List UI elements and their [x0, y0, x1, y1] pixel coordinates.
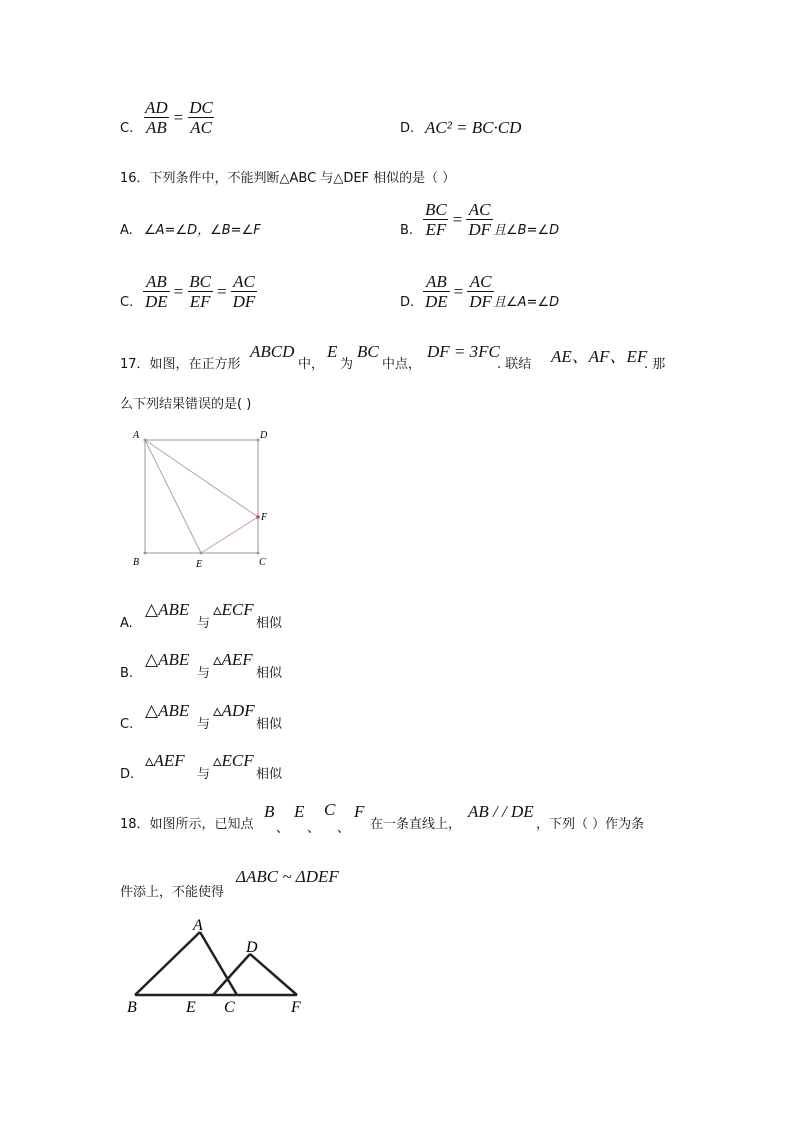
option-triangle-1: △ABE — [145, 600, 190, 619]
frac-numerator: AC — [468, 200, 491, 219]
segment-ae — [145, 440, 201, 553]
q17-stem-part4: 中点， — [382, 357, 422, 372]
q18-point-f: F — [354, 802, 365, 821]
q16-option-c-label: C. — [120, 295, 134, 310]
point-f-marker — [256, 515, 260, 519]
label-e: E — [196, 559, 203, 570]
label-d: D — [246, 939, 258, 956]
q18-separator: 、 — [307, 821, 321, 836]
frac-numerator: AC — [469, 272, 492, 291]
q15-option-d-label: D. — [400, 121, 415, 136]
option-end: 相似 — [256, 616, 283, 631]
frac-numerator: BC — [189, 272, 211, 291]
option-connector: 与 — [197, 666, 211, 681]
q18-stem-part1: 18．如图所示，已知点 — [120, 817, 254, 832]
frac-numerator: DC — [189, 98, 213, 117]
label-c: C — [224, 999, 235, 1016]
option-triangle-2: ▵ADF — [213, 701, 255, 720]
q16-option-d-formula: $\frac{AB}{DE}$ = $\frac{AC}{DF}$ — [425, 272, 492, 311]
q18-point-e: E — [294, 802, 305, 821]
q15-option-d-formula: AC² = BC·CD — [425, 118, 522, 137]
option-connector: 与 — [197, 767, 211, 782]
q17-math-segments: AE、AF、EF — [551, 347, 648, 366]
segment-ef — [201, 517, 258, 553]
q17-math-square: ABCD — [250, 342, 295, 361]
label-c: C — [259, 557, 266, 568]
frac-denominator: EF — [189, 292, 211, 311]
option-triangle-2: ▵ECF — [213, 600, 254, 619]
label-a: A — [133, 430, 140, 441]
q17-stem-part5: . 联结 — [497, 357, 532, 372]
option-triangle-2: ▵ECF — [213, 751, 254, 770]
q16-option-b-tail: 且∠B=∠D — [493, 223, 560, 238]
frac-denominator: DE — [425, 292, 448, 311]
square-abcd — [145, 440, 258, 553]
frac-denominator: EF — [425, 220, 447, 239]
q18-stem-part2: 在一条直线上， — [370, 817, 462, 832]
q18-stem-line2: 件添上，不能使得 — [120, 885, 225, 900]
label-b: B — [127, 999, 137, 1016]
frac-numerator: BC — [425, 200, 447, 219]
frac-denominator: DE — [145, 292, 168, 311]
q18-point-c: C — [324, 800, 336, 819]
q18-point-b: B — [264, 802, 275, 821]
segment-ed — [213, 954, 250, 995]
q17-math-e: E — [327, 342, 338, 361]
q17-math-bc: BC — [357, 342, 379, 361]
label-f: F — [291, 999, 301, 1016]
q17-stem-part3: 为 — [340, 357, 354, 372]
q15-option-c-formula: $\frac{AD}{AB}$ = $\frac{DC}{AC}$ — [145, 98, 213, 137]
label-e: E — [186, 999, 196, 1016]
frac-denominator: DF — [468, 220, 491, 239]
frac-denominator: DF — [232, 292, 256, 311]
label-a: A — [193, 917, 203, 934]
option-label: D. — [120, 767, 135, 782]
q18-triangles-figure — [120, 915, 320, 1020]
q18-separator: 、 — [337, 821, 351, 836]
option-label: A. — [120, 616, 133, 631]
option-end: 相似 — [256, 767, 283, 782]
segment-af — [145, 440, 258, 517]
option-connector: 与 — [197, 717, 211, 732]
frac-denominator: AC — [190, 118, 212, 137]
q17-stem-part6: . 那 — [644, 357, 666, 372]
option-triangle-1: △ABE — [145, 650, 190, 669]
label-d: D — [260, 430, 268, 441]
q16-option-a-text: ∠A=∠D，∠B=∠F — [144, 223, 261, 238]
q17-stem-line2: 么下列结果错误的是( ) — [120, 397, 252, 412]
segment-ac — [200, 932, 237, 995]
option-triangle-1: △ABE — [145, 701, 190, 720]
q17-math-df: DF = 3FC — [427, 342, 500, 361]
q18-math-parallel: AB / / DE — [468, 802, 534, 821]
label-f: F — [261, 512, 268, 523]
q18-math-similar: ΔABC ~ ΔDEF — [236, 867, 339, 886]
frac-numerator: AB — [425, 272, 447, 291]
frac-denominator: DF — [469, 292, 492, 311]
q17-square-figure — [125, 425, 285, 575]
q17-stem-part1: 17．如图，在正方形 — [120, 357, 241, 372]
segment-ab — [135, 932, 200, 995]
q16-option-d-tail: 且∠A=∠D — [493, 295, 560, 310]
frac-numerator: AD — [145, 98, 168, 117]
option-triangle-2: ▵AEF — [213, 650, 253, 669]
q16-option-b-label: B. — [400, 223, 414, 238]
option-label: C. — [120, 717, 134, 732]
q18-separator: 、 — [276, 821, 290, 836]
option-end: 相似 — [256, 717, 283, 732]
frac-numerator: AC — [233, 272, 255, 291]
q15-option-c-label: C. — [120, 121, 134, 136]
q18-stem-part3: ，下列（ ）作为条 — [536, 817, 645, 832]
q16-option-a-label: A. — [120, 223, 133, 238]
q16-option-c-formula: $\frac{AB}{DE}$ = $\frac{BC}{EF}$ = $\frac{AC}{DF}$ — [145, 272, 256, 311]
label-b: B — [133, 557, 140, 568]
frac-numerator: AB — [145, 272, 167, 291]
option-connector: 与 — [197, 616, 211, 631]
segment-df — [250, 954, 297, 995]
option-triangle-1: ▵AEF — [145, 751, 185, 770]
option-end: 相似 — [256, 666, 283, 681]
q16-option-d-label: D. — [400, 295, 415, 310]
frac-denominator: AB — [145, 118, 167, 137]
q16-option-b-formula: $\frac{BC}{EF}$ = $\frac{AC}{DF}$ — [425, 200, 491, 239]
q17-stem-part2: 中， — [298, 357, 325, 372]
option-label: B. — [120, 666, 134, 681]
q16-stem: 16．下列条件中，不能判断△ABC 与△DEF 相似的是（ ） — [120, 171, 456, 186]
